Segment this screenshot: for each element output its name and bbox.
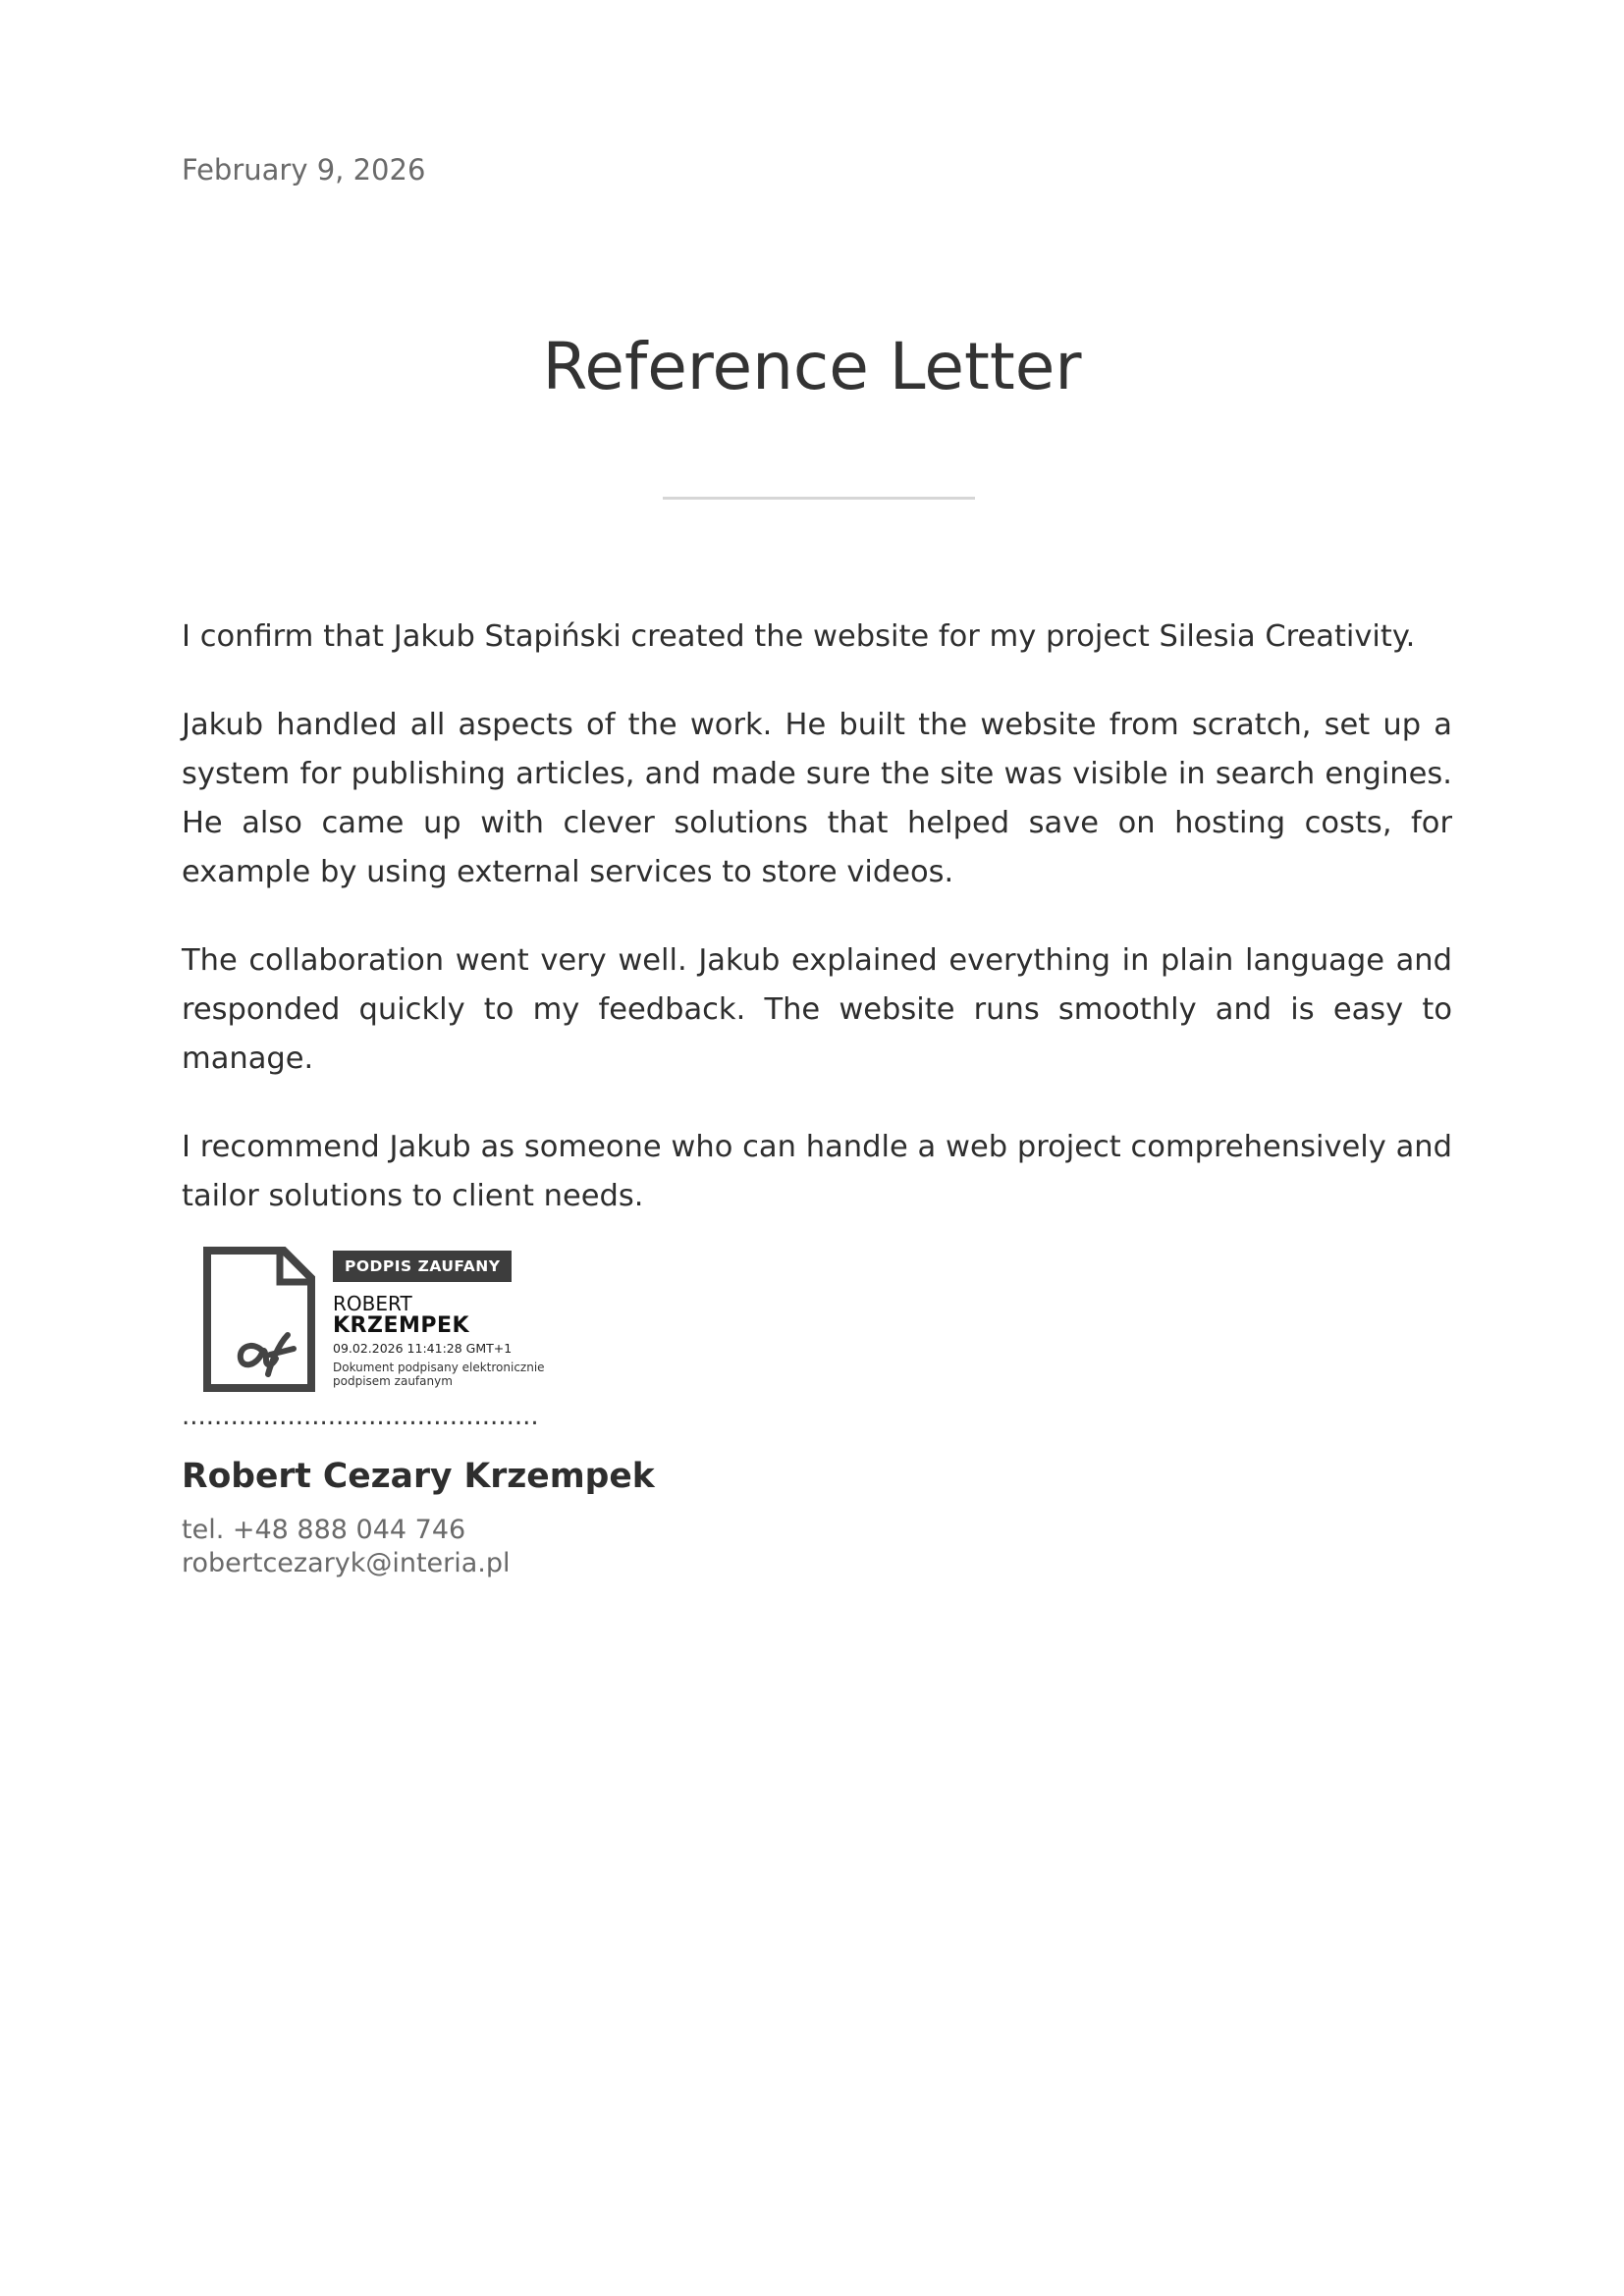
- signer-contact: [182, 1514, 511, 1580]
- signer-name: Robert Cezary Krzempek: [182, 1457, 655, 1496]
- body-paragraph: I confirm that Jakub Stapiński created the website for my project Silesia Creativity.: [182, 619, 1416, 654]
- letter-body: [182, 613, 1452, 1260]
- letter-date: February 9, 2026: [182, 153, 426, 187]
- stamp-badge: PODPIS ZAUFANY: [333, 1251, 512, 1282]
- signature-line: ............................................: [182, 1402, 539, 1431]
- body-paragraph: The collaboration went very well. Jakub explained everything in plain language and responded quickly to my feedback. The website runs smoothly and is easy to manage.: [182, 943, 1452, 1076]
- letter-title: Reference Letter: [542, 329, 1082, 404]
- stamp-last-name: KRZEMPEK: [333, 1313, 470, 1338]
- stamp-note: Dokument podpisany elektronicznie podpisem zaufanym: [333, 1361, 545, 1388]
- title-divider: [663, 497, 975, 500]
- trusted-signature-stamp: [182, 1245, 555, 1402]
- stamp-timestamp: 09.02.2026 11:41:28 GMT+1: [333, 1341, 513, 1356]
- body-paragraph: Jakub handled all aspects of the work. He built the website from scratch, set up a system for publishing articles, and made sure the site was visible in search engines. He also came up with clever solutions that helped save on hosting costs, for example by using external services to store videos.: [182, 708, 1452, 889]
- stamp-first-name: ROBERT: [333, 1292, 412, 1315]
- signature-stamp: [182, 1245, 673, 1402]
- signer-email: robertcezaryk@interia.pl: [182, 1548, 511, 1578]
- body-paragraph: I recommend Jakub as someone who can handle a web project comprehensively and tailor solutions to client needs.: [182, 1130, 1452, 1213]
- signed-document-icon: [201, 1245, 317, 1394]
- signer-phone: tel. +48 888 044 746: [182, 1515, 466, 1545]
